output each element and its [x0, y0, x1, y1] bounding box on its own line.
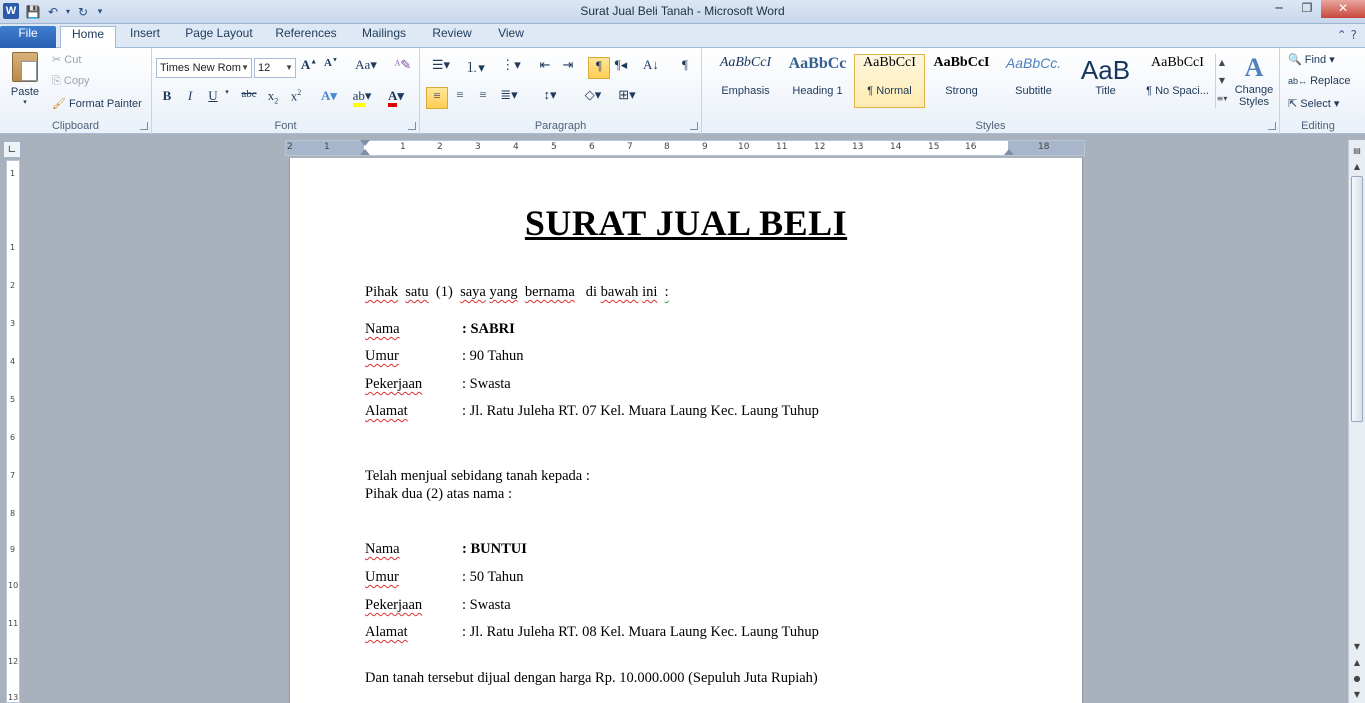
party1-label-age: Umur: [365, 348, 399, 364]
find-button[interactable]: 🔍 Find ▾: [1288, 54, 1335, 66]
tab-references[interactable]: References: [275, 26, 337, 40]
ruler-tick: 5: [551, 142, 557, 152]
ruler-tick: 9: [10, 545, 16, 554]
style-name: ¶ No Spaci...: [1146, 85, 1209, 97]
paste-button[interactable]: [8, 52, 42, 106]
party1-value-name: : SABRI: [462, 321, 515, 337]
next-page-icon[interactable]: ▼: [1353, 690, 1361, 699]
undo-dropdown-icon[interactable]: ▾: [65, 7, 70, 16]
paintbrush-icon: 🖌: [52, 98, 66, 110]
chevron-down-icon: ▼: [241, 63, 249, 72]
intro-line: [365, 284, 669, 301]
clipboard-group-label: Clipboard: [51, 120, 100, 132]
doc-word: ini: [642, 284, 658, 300]
save-icon[interactable]: 💾: [25, 5, 41, 19]
ruler-tick: 1: [10, 169, 16, 178]
style-preview: AaBbCc.: [1005, 55, 1062, 71]
ruler-tick: 5: [10, 395, 16, 404]
ruler-tick: 3: [10, 319, 16, 328]
previous-page-icon[interactable]: ▲: [1353, 658, 1361, 667]
ruler-tick: 18: [1038, 142, 1050, 152]
ruler-tick: 4: [10, 357, 16, 366]
doc-word: :: [664, 284, 669, 300]
change-styles-button[interactable]: [1232, 52, 1276, 108]
sort-icon[interactable]: A↓: [643, 57, 659, 72]
decrease-indent-icon[interactable]: ⇤: [539, 57, 551, 72]
replace-icon: ab↔: [1288, 76, 1308, 86]
gallery-more-icon[interactable]: ≡▾: [1216, 94, 1228, 103]
party2-label-age: Umur: [365, 569, 399, 585]
gallery-up-icon[interactable]: ▲: [1218, 58, 1226, 67]
borders-icon[interactable]: ⊞▾: [618, 87, 636, 102]
format-painter-label: Format Painter: [69, 98, 142, 110]
shading-icon[interactable]: ◇▾: [584, 87, 602, 102]
restore-button[interactable]: ❐: [1301, 1, 1313, 15]
align-right-icon[interactable]: ≡: [479, 87, 487, 102]
doc-word: bernama: [524, 284, 575, 300]
party2-value-name: : BUNTUI: [462, 541, 527, 557]
style-preview: AaBbCcI: [719, 55, 772, 70]
select-button[interactable]: ⇱ Select ▾: [1288, 98, 1340, 110]
cursor-icon: ⇱: [1288, 98, 1298, 110]
party2-value-job: : Swasta: [462, 597, 511, 613]
align-left-icon[interactable]: ≡: [426, 87, 448, 109]
tab-file[interactable]: File: [0, 26, 56, 48]
clipboard-group: [0, 48, 152, 134]
font-size-box[interactable]: [254, 58, 296, 78]
paste-dropdown-icon[interactable]: ▾: [23, 99, 27, 106]
font-size-value: 12: [258, 62, 271, 74]
style-name: Emphasis: [721, 85, 770, 97]
party1-value-job: : Swasta: [462, 376, 511, 392]
font-launcher-icon[interactable]: [408, 122, 416, 130]
ribbon-tab-row: [0, 24, 1365, 48]
scroll-thumb[interactable]: [1351, 176, 1363, 422]
ruler-tick: 1: [324, 142, 330, 152]
ruler-tick: 15: [928, 142, 940, 152]
ruler-tick: 4: [513, 142, 519, 152]
document-heading: SURAT JUAL BELI: [524, 203, 848, 243]
view-ruler-icon[interactable]: ▤: [1353, 146, 1361, 155]
ruler-tick: 12: [814, 142, 826, 152]
ruler-tick: 11: [8, 619, 19, 628]
bullets-icon[interactable]: ☰▾: [431, 57, 451, 72]
paste-label: Paste: [10, 86, 40, 98]
format-painter-button[interactable]: [52, 97, 142, 110]
party2-label-job: Pekerjaan: [365, 597, 423, 613]
ruler-tick: 13: [852, 142, 864, 152]
style-preview: AaB: [1080, 55, 1131, 85]
style-strong[interactable]: [926, 54, 997, 108]
ltr-text-direction-icon[interactable]: ¶: [588, 57, 610, 79]
ruler-tick: 12: [8, 657, 19, 666]
ruler-tick: 11: [776, 142, 788, 152]
style-preview: AaBbCcI: [1151, 55, 1204, 70]
tab-insert[interactable]: Insert: [129, 26, 160, 40]
ruler-tick: 7: [627, 142, 633, 152]
doc-word: satu: [405, 284, 429, 300]
style-name: Strong: [945, 85, 978, 97]
ribbon: [0, 48, 1365, 134]
party1-label-job: Pekerjaan: [365, 376, 423, 392]
ruler-tick: 16: [965, 142, 977, 152]
doc-word: yang: [489, 284, 518, 300]
text-effects-icon[interactable]: A▾: [321, 88, 337, 103]
cut-label: Cut: [64, 54, 82, 66]
style-name: ¶ Normal: [867, 85, 912, 97]
align-center-icon[interactable]: ≡: [456, 87, 464, 102]
ruler-tick: 2: [437, 142, 443, 152]
replace-label: Replace: [1310, 75, 1351, 87]
styles-gallery: [710, 54, 1228, 108]
scissors-icon: ✂: [52, 54, 62, 66]
ruler-tick: 13: [8, 693, 19, 702]
change-styles-label: Change Styles: [1234, 84, 1274, 108]
styles-group-label: Styles: [975, 120, 1006, 132]
line-spacing-icon[interactable]: ↕▾: [543, 87, 557, 102]
party1-label-name: Nama: [365, 321, 400, 337]
style-preview: AaBbCcI: [863, 55, 916, 70]
ruler-tick: 8: [664, 142, 670, 152]
justify-icon[interactable]: ≣▾: [500, 87, 518, 102]
style-preview: AaBbCcI: [933, 55, 990, 70]
clipboard-launcher-icon[interactable]: [140, 122, 148, 130]
copy-button[interactable]: [52, 75, 90, 88]
ruler-tick: 6: [10, 433, 16, 442]
party2-label-address: Alamat: [365, 624, 408, 640]
style-name: Title: [1095, 85, 1116, 97]
style-title[interactable]: [1070, 54, 1141, 108]
paragraph-group: [420, 48, 702, 134]
grow-font-icon[interactable]: A▲: [300, 57, 318, 72]
cut-button[interactable]: [52, 53, 81, 66]
right-indent-marker[interactable]: [1004, 149, 1014, 155]
style-preview: AaBbCc: [788, 55, 847, 72]
style-subtitle[interactable]: [998, 54, 1069, 108]
highlight-color-icon[interactable]: ab▾: [348, 88, 376, 110]
numbering-icon[interactable]: ⒈▾: [465, 60, 485, 75]
binoculars-icon: 🔍: [1288, 54, 1302, 66]
italic-icon[interactable]: I: [187, 88, 193, 103]
party2-value-age: : 50 Tahun: [462, 569, 524, 585]
ruler-tick: 9: [702, 142, 708, 152]
increase-indent-icon[interactable]: ⇥: [562, 57, 574, 72]
underline-dropdown-icon[interactable]: ▾: [225, 88, 229, 96]
customize-icon[interactable]: ▾: [97, 7, 103, 17]
style-heading-1[interactable]: [782, 54, 853, 108]
style-normal[interactable]: [854, 54, 925, 108]
scroll-up-icon[interactable]: ▲: [1353, 162, 1361, 171]
ruler-tick: 2: [10, 281, 16, 290]
bold-icon[interactable]: B: [162, 88, 172, 103]
styles-launcher-icon[interactable]: [1268, 122, 1276, 130]
transfer-line-2: Pihak dua (2) atas nama :: [365, 486, 512, 502]
copy-label: Copy: [63, 75, 90, 87]
doc-word: (1): [435, 284, 453, 300]
show-formatting-marks-icon[interactable]: ¶: [682, 57, 688, 72]
word-app-icon[interactable]: W: [3, 3, 19, 19]
copy-icon: ⎘: [52, 75, 61, 87]
paragraph-group-label: Paragraph: [534, 120, 587, 132]
clear-formatting-icon[interactable]: ᴬ✎: [394, 57, 412, 72]
ruler-tick: 7: [10, 471, 16, 480]
window-title: Surat Jual Beli Tanah - Microsoft Word: [580, 4, 785, 18]
styles-gallery-scroll: [1215, 54, 1228, 108]
tab-review[interactable]: Review: [432, 26, 472, 40]
party2-label-name: Nama: [365, 541, 400, 557]
ruler-tick: 1: [10, 243, 16, 252]
tab-view[interactable]: View: [498, 26, 524, 40]
browse-object-icon[interactable]: ●: [1353, 674, 1361, 683]
find-label: Find: [1304, 54, 1327, 66]
ruler-tick: 10: [738, 142, 750, 152]
editing-group: [1280, 48, 1356, 134]
font-name-value: Times New Rom: [160, 62, 241, 74]
rtl-text-direction-icon[interactable]: ¶◂: [614, 57, 628, 72]
ruler-tick: 2: [287, 142, 293, 152]
ruler-tick: 14: [890, 142, 902, 152]
gallery-down-icon[interactable]: ▼: [1218, 76, 1226, 85]
party2-value-address: : Jl. Ratu Juleha RT. 08 Kel. Muara Laung Kec. Laung Tuhup: [462, 624, 819, 640]
style-no-spacing[interactable]: [1142, 54, 1213, 108]
scroll-down-icon[interactable]: ▼: [1353, 642, 1361, 651]
change-styles-icon: A: [1244, 53, 1264, 82]
chevron-down-icon: ▼: [285, 63, 293, 72]
title-bar: [0, 0, 1365, 24]
style-name: Heading 1: [792, 85, 843, 97]
doc-word: di: [585, 284, 597, 300]
superscript-icon[interactable]: $x^2$: [290, 88, 302, 104]
close-button[interactable]: ✕: [1321, 0, 1365, 18]
subscript-icon[interactable]: $x_2$: [267, 88, 279, 106]
doc-word: bawah: [600, 284, 639, 300]
doc-word: Pihak: [365, 284, 399, 300]
tab-mailings[interactable]: Mailings: [361, 26, 406, 40]
font-color-icon[interactable]: A▾: [382, 88, 410, 110]
paragraph-launcher-icon[interactable]: [690, 122, 698, 130]
style-name: Subtitle: [1015, 85, 1052, 97]
minimize-button[interactable]: ─: [1275, 1, 1283, 15]
vertical-ruler[interactable]: [6, 160, 20, 703]
style-emphasis[interactable]: [710, 54, 781, 108]
ruler-tick: 8: [10, 509, 16, 518]
ruler-tick: 10: [8, 581, 19, 590]
vertical-scrollbar[interactable]: [1348, 140, 1365, 703]
undo-icon[interactable]: ↶: [47, 5, 59, 19]
redo-icon[interactable]: ↻: [77, 5, 89, 19]
paste-icon: [12, 52, 38, 82]
font-name-box[interactable]: [156, 58, 252, 78]
font-group: [152, 48, 420, 134]
underline-icon[interactable]: U: [208, 88, 218, 103]
transfer-line-1: Telah menjual sebidang tanah kepada :: [365, 468, 590, 484]
font-group-label: Font: [274, 120, 297, 132]
ruler-tick: 6: [589, 142, 595, 152]
strikethrough-icon[interactable]: abc: [241, 88, 257, 100]
horizontal-ruler[interactable]: [285, 140, 1085, 156]
shrink-font-icon[interactable]: A▼: [324, 57, 338, 69]
select-label: Select: [1300, 98, 1331, 110]
first-line-indent-marker[interactable]: [360, 140, 370, 146]
hanging-indent-marker[interactable]: [360, 149, 370, 155]
doc-word: saya: [460, 284, 486, 300]
party1-value-age: : 90 Tahun: [462, 348, 524, 364]
ruler-tick: 1: [400, 142, 406, 152]
editing-group-label: Editing: [1301, 120, 1335, 132]
multilevel-list-icon[interactable]: ⋮▾: [501, 57, 521, 72]
tab-home[interactable]: Home: [60, 26, 116, 49]
ruler-tick: 3: [475, 142, 481, 152]
help-icon[interactable]: ⌃ ?: [1336, 28, 1357, 42]
party1-label-address: Alamat: [365, 403, 408, 419]
tab-page-layout[interactable]: Page Layout: [185, 26, 253, 40]
replace-button[interactable]: [1288, 75, 1350, 87]
change-case-icon[interactable]: Aa▾: [355, 57, 377, 72]
party1-value-address: : Jl. Ratu Juleha RT. 07 Kel. Muara Laung Kec. Laung Tuhup: [462, 403, 819, 419]
price-line: Dan tanah tersebut dijual dengan harga Rp. 10.000.000 (Sepuluh Juta Rupiah): [365, 670, 818, 686]
tab-selector-icon[interactable]: ∟: [3, 141, 21, 158]
